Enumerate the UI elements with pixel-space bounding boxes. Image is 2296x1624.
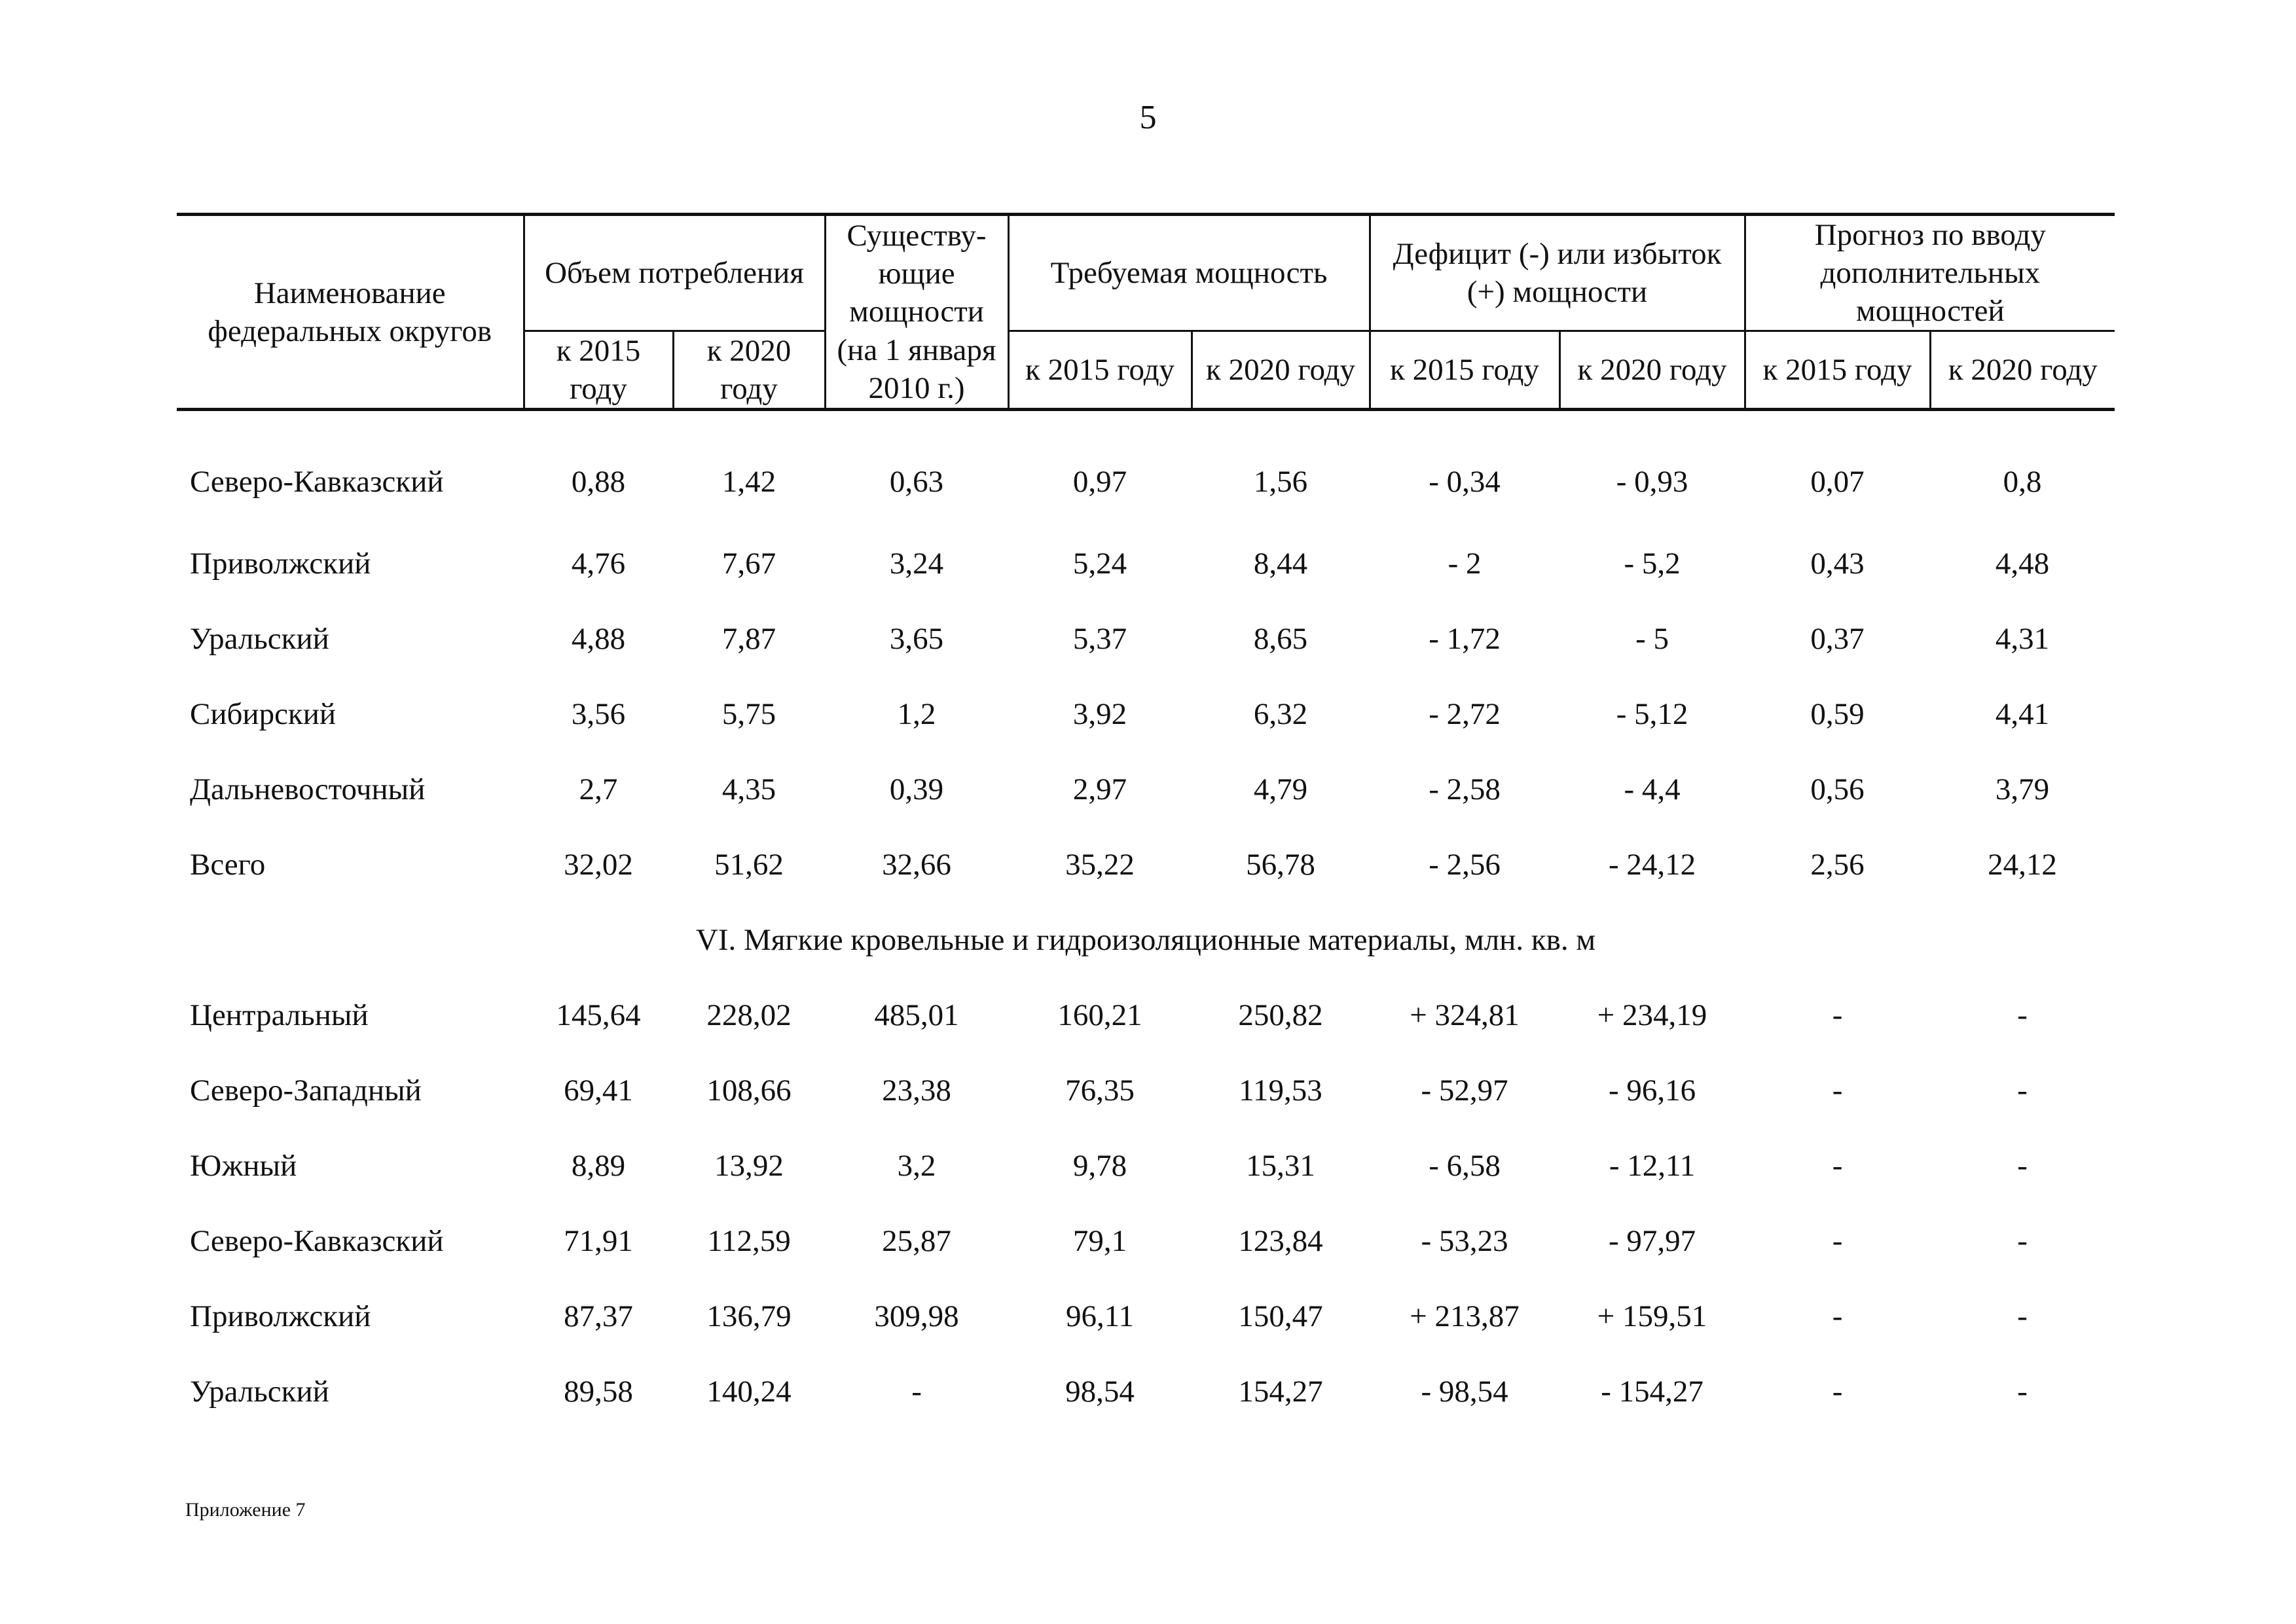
cell-required-2015: 3,92: [1072, 696, 1127, 731]
capacity-table: [177, 213, 2115, 1429]
cell-required-2020: 4,79: [1253, 772, 1308, 806]
cell-forecast-2015: 0,37: [1810, 621, 1865, 656]
subheader-consumption-2015: к 2015 году: [524, 331, 673, 410]
cell-required-2020: 123,84: [1238, 1223, 1323, 1258]
footer-appendix-label: Приложение 7: [185, 1499, 306, 1521]
subheader-required-2015: к 2015 году: [1008, 331, 1192, 410]
cell-consumption-2020: 7,67: [721, 546, 776, 581]
cell-consumption-2015: 71,91: [564, 1223, 633, 1258]
table-row: [177, 601, 2115, 676]
cell-forecast-2020: 4,41: [1995, 696, 2050, 731]
table-row: [177, 1278, 2115, 1354]
cell-existing-capacity: 3,24: [889, 546, 944, 581]
table-row: [177, 1128, 2115, 1203]
cell-forecast-2015: 0,56: [1810, 772, 1865, 806]
cell-forecast-2015: 0,07: [1810, 464, 1865, 499]
cell-required-2015: 35,22: [1065, 847, 1135, 882]
cell-forecast-2015: 2,56: [1810, 847, 1865, 882]
cell-consumption-2020: 140,24: [706, 1374, 792, 1409]
subheader-deficit-2020: к 2020 году: [1559, 331, 1745, 410]
cell-consumption-2020: 112,59: [707, 1223, 791, 1258]
cell-deficit-2020: - 12,11: [1609, 1148, 1696, 1183]
cell-forecast-2020: -: [2017, 1148, 2028, 1183]
cell-district-name: Южный: [190, 1148, 297, 1183]
cell-forecast-2020: -: [2017, 1299, 2028, 1333]
cell-district-name: Северо-Кавказский: [190, 1223, 444, 1258]
cell-district-name: Северо-Кавказский: [190, 464, 444, 499]
cell-existing-capacity: 1,2: [897, 696, 936, 731]
cell-deficit-2020: + 234,19: [1597, 998, 1707, 1032]
cell-district-name: Приволжский: [190, 1299, 371, 1333]
cell-forecast-2015: 0,43: [1810, 546, 1865, 581]
cell-consumption-2020: 7,87: [721, 621, 776, 656]
cell-deficit-2015: - 2,58: [1429, 772, 1501, 806]
cell-deficit-2020: - 4,4: [1624, 772, 1681, 806]
subheader-forecast-2015: к 2015 году: [1745, 331, 1930, 410]
cell-deficit-2020: - 5,2: [1624, 546, 1681, 581]
cell-required-2015: 98,54: [1065, 1374, 1135, 1409]
cell-deficit-2015: - 1,72: [1429, 621, 1501, 656]
cell-existing-capacity: 3,2: [897, 1148, 936, 1183]
cell-deficit-2015: - 2,56: [1429, 847, 1501, 882]
cell-consumption-2020: 136,79: [706, 1299, 792, 1333]
table-row: [177, 751, 2115, 827]
cell-district-name: Приволжский: [190, 546, 371, 581]
table-row: [177, 1354, 2115, 1429]
cell-deficit-2015: - 2,72: [1429, 696, 1501, 731]
cell-consumption-2020: 13,92: [714, 1148, 784, 1183]
cell-required-2020: 8,65: [1253, 621, 1308, 656]
cell-consumption-2015: 145,64: [556, 998, 641, 1032]
cell-deficit-2015: - 0,34: [1429, 464, 1501, 499]
cell-required-2020: 15,31: [1246, 1148, 1315, 1183]
cell-forecast-2015: -: [1832, 1073, 1843, 1108]
cell-consumption-2015: 0,88: [571, 464, 626, 499]
cell-required-2015: 2,97: [1072, 772, 1127, 806]
cell-forecast-2020: 4,48: [1995, 546, 2050, 581]
cell-consumption-2015: 89,58: [564, 1374, 633, 1409]
cell-consumption-2015: 3,56: [571, 696, 626, 731]
subheader-required-2020: к 2020 году: [1192, 331, 1370, 410]
cell-district-name: Дальневосточный: [190, 772, 426, 806]
cell-required-2020: 250,82: [1238, 998, 1323, 1032]
cell-consumption-2020: 108,66: [706, 1073, 792, 1108]
table-body: [177, 410, 2115, 1430]
cell-deficit-2015: - 6,58: [1429, 1148, 1501, 1183]
cell-forecast-2020: -: [2017, 1223, 2028, 1258]
cell-required-2020: 8,44: [1253, 546, 1308, 581]
cell-existing-capacity: 32,66: [882, 847, 951, 882]
table-row: [177, 676, 2115, 751]
cell-consumption-2015: 32,02: [564, 847, 633, 882]
cell-district-name: Сибирский: [190, 696, 337, 731]
cell-deficit-2015: + 324,81: [1410, 998, 1520, 1032]
cell-deficit-2020: - 0,93: [1616, 464, 1688, 499]
cell-consumption-2020: 228,02: [706, 998, 792, 1032]
cell-deficit-2015: + 213,87: [1410, 1299, 1520, 1333]
subheader-existing-date: (на 1 января 2010 г.): [825, 331, 1008, 410]
cell-required-2020: 6,32: [1253, 696, 1308, 731]
cell-forecast-2015: -: [1832, 1148, 1843, 1183]
subheader-consumption-2020: к 2020 году: [673, 331, 825, 410]
cell-deficit-2020: - 5: [1635, 621, 1669, 656]
cell-forecast-2015: -: [1832, 1223, 1843, 1258]
cell-forecast-2020: 0,8: [2003, 464, 2042, 499]
cell-district-name: Северо-Западный: [190, 1073, 422, 1108]
cell-consumption-2020: 1,42: [721, 464, 776, 499]
cell-deficit-2015: - 98,54: [1421, 1374, 1508, 1409]
cell-required-2020: 56,78: [1246, 847, 1315, 882]
cell-existing-capacity: 23,38: [882, 1073, 951, 1108]
cell-deficit-2020: - 97,97: [1608, 1223, 1696, 1258]
cell-required-2015: 79,1: [1072, 1223, 1127, 1258]
cell-existing-capacity: 0,63: [889, 464, 944, 499]
cell-deficit-2015: - 2: [1448, 546, 1482, 581]
cell-deficit-2020: - 154,27: [1601, 1374, 1704, 1409]
table-row: [177, 1203, 2115, 1278]
cell-consumption-2020: 51,62: [714, 847, 784, 882]
cell-forecast-2020: -: [2017, 1374, 2028, 1409]
cell-deficit-2020: + 159,51: [1597, 1299, 1707, 1333]
page-number: 5: [1139, 99, 1157, 136]
cell-required-2020: 154,27: [1238, 1374, 1323, 1409]
cell-existing-capacity: -: [911, 1374, 922, 1409]
cell-existing-capacity: 0,39: [889, 772, 944, 806]
table-row: [177, 1053, 2115, 1128]
cell-consumption-2015: 4,88: [571, 621, 626, 656]
header-federal-districts: Наименование федеральных округов: [177, 215, 524, 410]
cell-consumption-2020: 4,35: [721, 772, 776, 806]
cell-forecast-2020: 3,79: [1995, 772, 2050, 806]
table-row: [177, 977, 2115, 1053]
cell-required-2015: 5,37: [1072, 621, 1127, 656]
cell-consumption-2015: 69,41: [564, 1073, 633, 1108]
cell-forecast-2015: -: [1832, 1374, 1843, 1409]
cell-district-name: Уральский: [190, 621, 329, 656]
cell-consumption-2015: 8,89: [571, 1148, 626, 1183]
cell-consumption-2015: 4,76: [571, 546, 626, 581]
cell-existing-capacity: 309,98: [874, 1299, 959, 1333]
cell-district-name: Всего: [190, 847, 266, 882]
cell-deficit-2020: - 96,16: [1608, 1073, 1696, 1108]
cell-required-2015: 0,97: [1072, 464, 1127, 499]
cell-required-2020: 119,53: [1239, 1073, 1322, 1108]
cell-district-name: Уральский: [190, 1374, 329, 1409]
subheader-deficit-2015: к 2015 году: [1370, 331, 1559, 410]
cell-existing-capacity: 25,87: [882, 1223, 951, 1258]
cell-deficit-2020: - 5,12: [1616, 696, 1688, 731]
cell-required-2015: 96,11: [1066, 1299, 1135, 1333]
header-forecast: Прогноз по вводу дополнительных мощностей: [1745, 215, 2115, 331]
cell-required-2015: 160,21: [1057, 998, 1142, 1032]
cell-required-2015: 76,35: [1065, 1073, 1135, 1108]
cell-consumption-2015: 87,37: [564, 1299, 633, 1333]
cell-forecast-2020: 4,31: [1995, 621, 2050, 656]
cell-forecast-2015: -: [1832, 998, 1843, 1032]
table-row: [177, 526, 2115, 601]
subheader-forecast-2020: к 2020 году: [1930, 331, 2115, 410]
header-required-capacity: Требуемая мощность: [1008, 215, 1370, 331]
cell-forecast-2020: -: [2017, 1073, 2028, 1108]
cell-required-2015: 5,24: [1072, 546, 1127, 581]
cell-forecast-2015: 0,59: [1810, 696, 1865, 731]
table-row: [177, 410, 2115, 526]
cell-consumption-2020: 5,75: [721, 696, 776, 731]
section-title: VI. Мягкие кровельные и гидроизоляционные материалы, млн. кв. м: [695, 922, 1596, 957]
cell-forecast-2020: 24,12: [1988, 847, 2057, 882]
cell-forecast-2020: -: [2017, 998, 2028, 1032]
cell-forecast-2015: -: [1832, 1299, 1843, 1333]
cell-required-2020: 150,47: [1238, 1299, 1323, 1333]
cell-required-2015: 9,78: [1072, 1148, 1127, 1183]
cell-existing-capacity: 3,65: [889, 621, 944, 656]
header-deficit-surplus: Дефицит (-) или избыток (+) мощности: [1370, 215, 1745, 331]
cell-deficit-2020: - 24,12: [1608, 847, 1696, 882]
cell-existing-capacity: 485,01: [874, 998, 959, 1032]
section-row: [177, 902, 2115, 977]
header-existing-capacity: Существу-ющие мощности: [825, 215, 1008, 331]
cell-consumption-2015: 2,7: [579, 772, 618, 806]
table-row: [177, 827, 2115, 902]
cell-district-name: Центральный: [190, 998, 369, 1032]
header-consumption: Объем потребления: [524, 215, 825, 331]
cell-deficit-2015: - 52,97: [1421, 1073, 1508, 1108]
cell-deficit-2015: - 53,23: [1421, 1223, 1508, 1258]
cell-required-2020: 1,56: [1253, 464, 1308, 499]
